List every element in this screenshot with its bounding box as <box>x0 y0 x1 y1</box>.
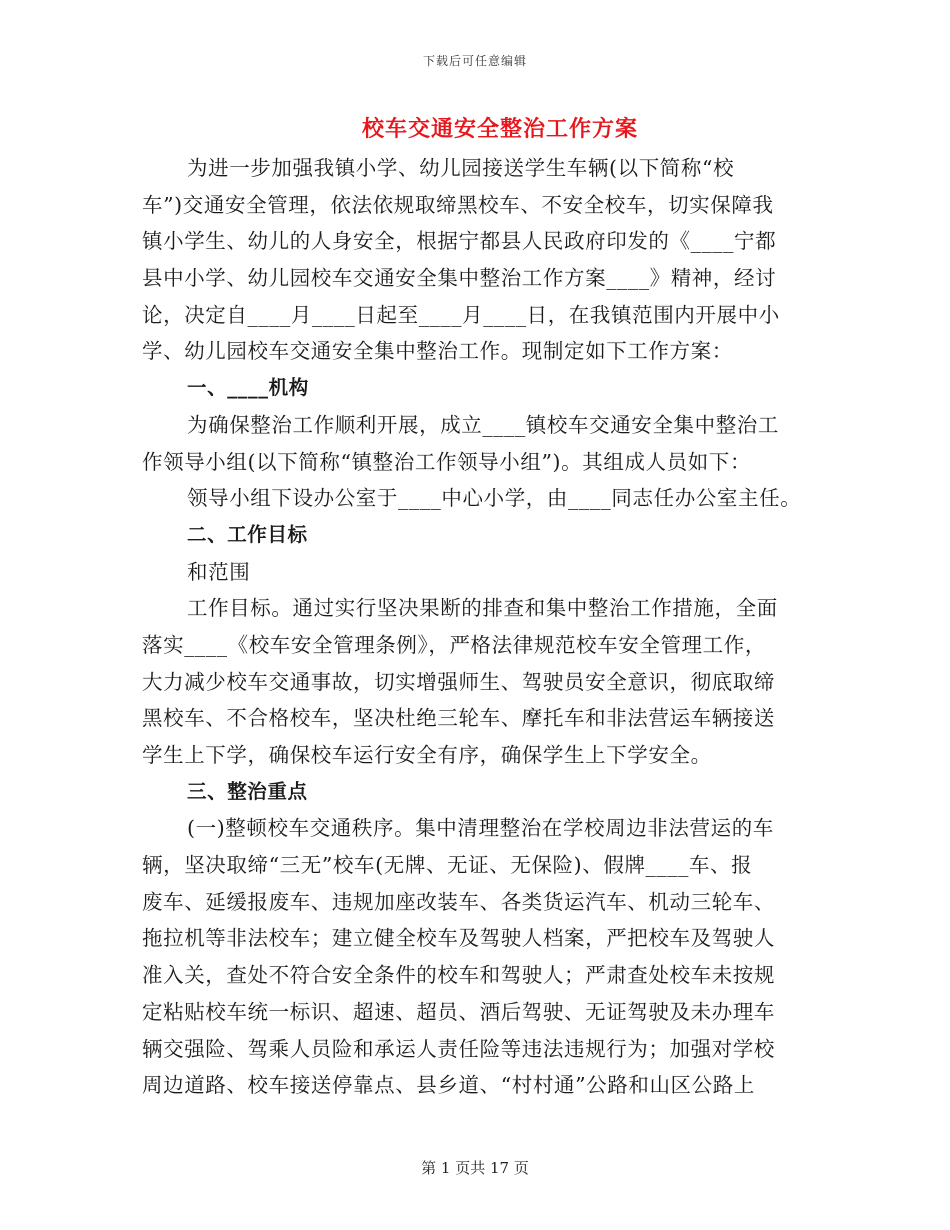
body-text-line: 领导小组下设办公室于____中心小学，由____同志任办公室主任。 <box>187 486 802 511</box>
body-text-line: 县中小学、幼儿园校车交通安全集中整治工作方案____》精神，经讨 <box>142 266 777 291</box>
body-text-line: 作领导小组(以下简称“镇整治工作领导小组”)。其组成人员如下： <box>142 449 752 474</box>
page-footer: 第 1 页共 17 页 <box>421 1159 529 1177</box>
body-text-line: 黑校车、不合格校车，坚决杜绝三轮车、摩托车和非法营运车辆接送 <box>142 706 775 731</box>
body-text-line: 废车、延缓报废车、违规加座改装车、各类货运汽车、机动三轮车、 <box>142 889 775 914</box>
body-text-line: 辆，坚决取缔“三无”校车(无牌、无证、无保险)、假牌____车、报 <box>142 853 753 878</box>
section-heading: 三、整治重点 <box>187 779 308 803</box>
section-heading: 一、____机构 <box>187 376 309 400</box>
document-title: 校车交通安全整治工作方案 <box>361 116 638 142</box>
document-body <box>142 150 810 1104</box>
body-text-line: 周边道路、校车接送停靠点、县乡道、“村村通”公路和山区公路上 <box>142 1073 755 1098</box>
body-text-line: 工作目标。通过实行坚决果断的排查和集中整治工作措施，全面 <box>187 596 778 621</box>
body-text-line: 落实____《校车安全管理条例》，严格法律规范校车安全管理工作， <box>142 632 766 657</box>
body-text-line: 大力减少校车交通事故，切实增强师生、驾驶员安全意识，彻底取缔 <box>142 669 775 694</box>
section-heading: 二、工作目标 <box>187 522 308 546</box>
body-text-line: 车”)交通安全管理，依法依规取缔黑校车、不安全校车，切实保障我 <box>142 192 774 217</box>
body-text-line: 准入关，查处不符合安全条件的校车和驾驶人；严肃查处校车未按规 <box>142 963 775 988</box>
body-text-line: 辆交强险、驾乘人员险和承运人责任险等违法违规行为；加强对学校 <box>142 1036 775 1061</box>
body-text-line: 论，决定自____月____日起至____月____日，在我镇范围内开展中小 <box>142 302 780 327</box>
body-text-line: 为进一步加强我镇小学、幼儿园接送学生车辆(以下简称“校 <box>187 156 735 180</box>
body-text-line: 镇小学生、幼儿的人身安全，根据宁都县人民政府印发的《____宁都 <box>142 229 777 254</box>
body-text-line: (一)整顿校车交通秩序。集中清理整治在学校周边非法营运的车 <box>187 816 774 841</box>
body-text-line: 为确保整治工作顺利开展，成立____镇校车交通安全集中整治工 <box>187 412 779 437</box>
body-text-line: 学生上下学，确保校车运行安全有序，确保学生上下学安全。 <box>142 743 712 767</box>
body-text-line: 拖拉机等非法校车；建立健全校车及驾驶人档案，严把校车及驾驶人 <box>142 926 775 951</box>
body-text-line: 和范围 <box>187 559 251 584</box>
body-text-line: 定粘贴校车统一标识、超速、超员、酒后驾驶、无证驾驶及未办理车 <box>142 999 775 1024</box>
body-text-line: 学、幼儿园校车交通安全集中整治工作。现制定如下工作方案： <box>142 339 733 364</box>
header-note: 下载后可任意编辑 <box>422 54 527 68</box>
